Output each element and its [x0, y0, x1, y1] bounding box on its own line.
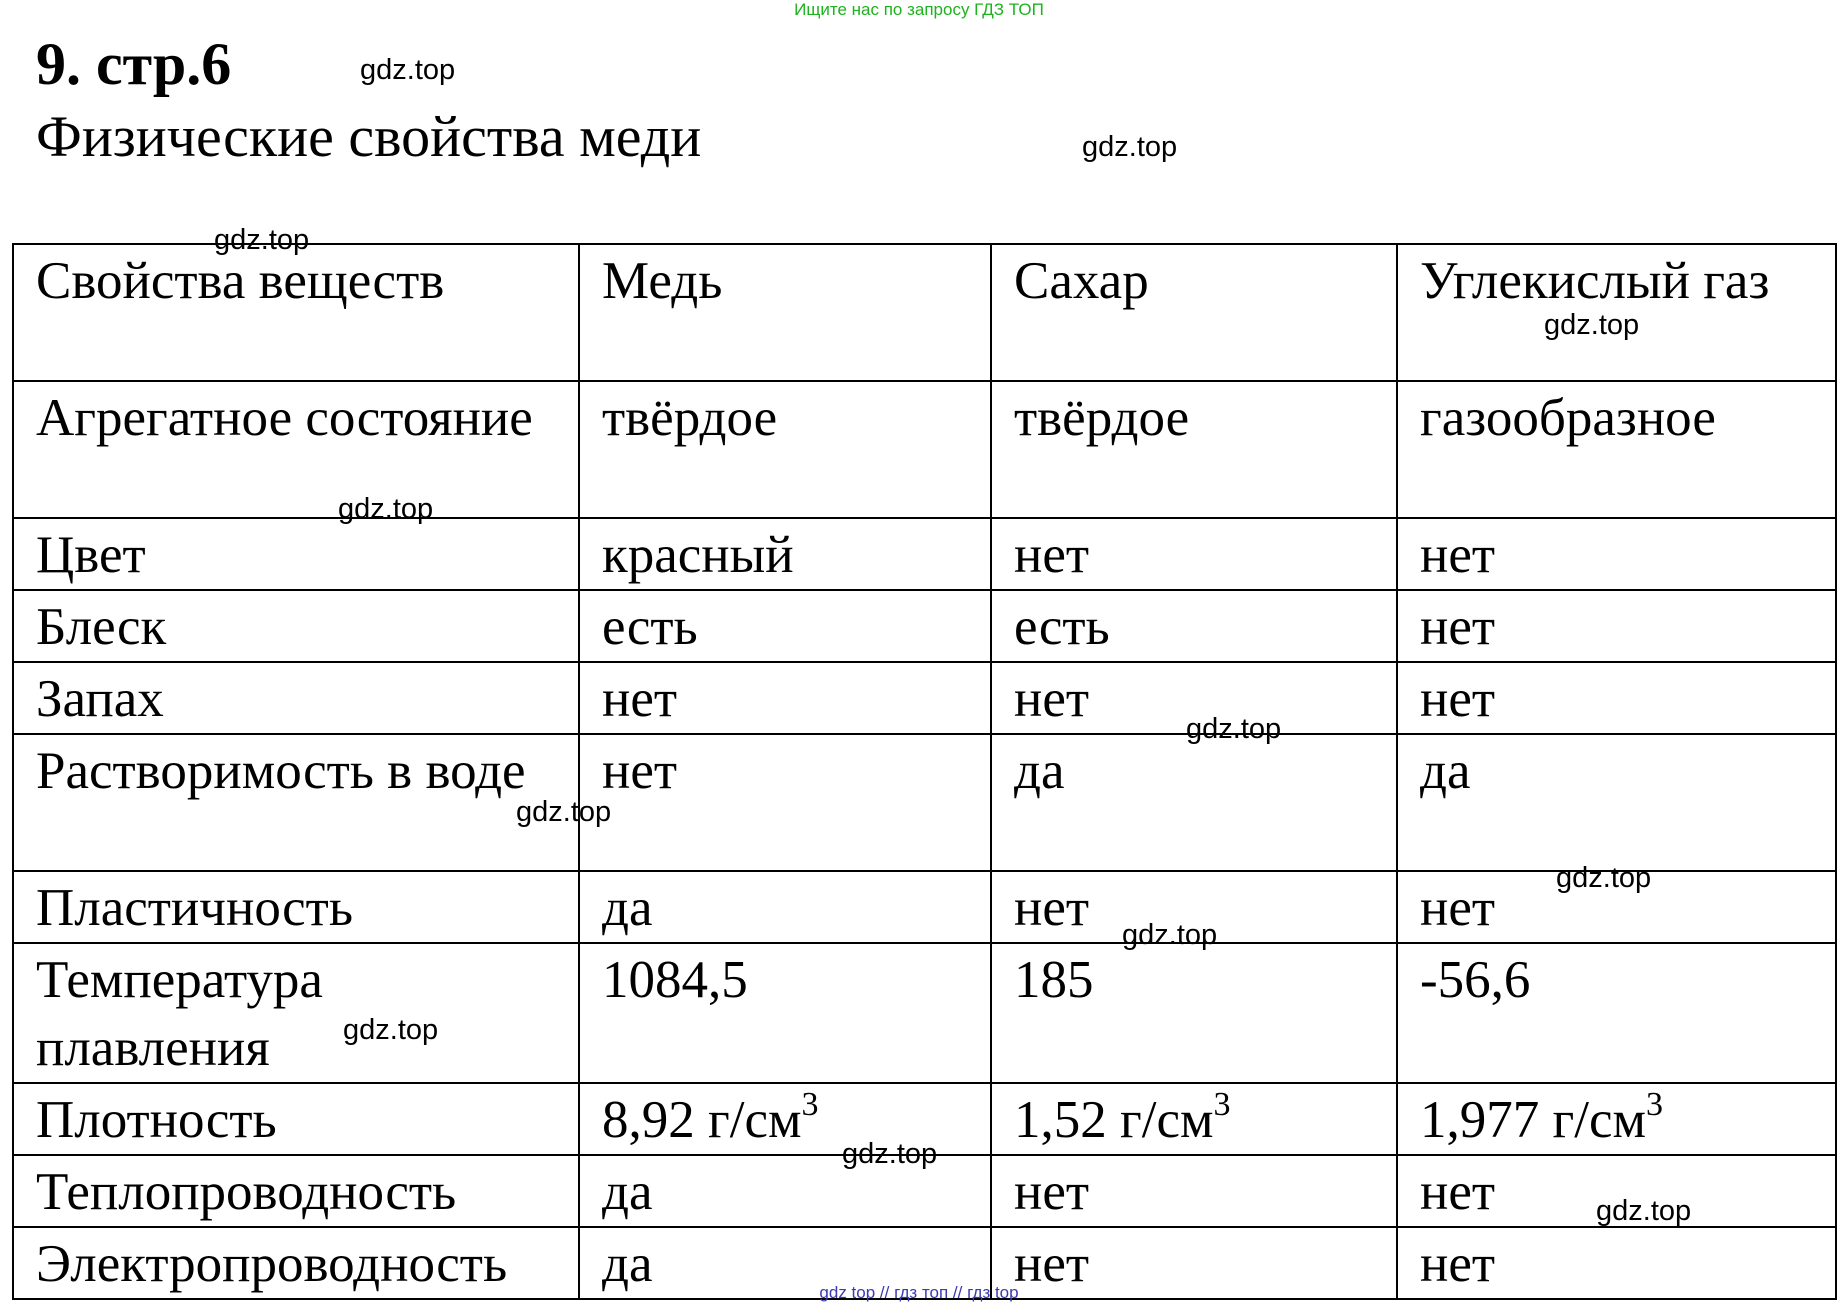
property-cell: Пластичность: [13, 871, 579, 943]
sugar-cell: нет: [991, 662, 1397, 734]
co2-cell: нет: [1397, 871, 1836, 943]
co2-density: 1,977 г/см: [1420, 1091, 1647, 1149]
property-cell: Блеск: [13, 590, 579, 662]
property-cell: Плотность: [13, 1083, 579, 1155]
cubic-exponent: 3: [1646, 1086, 1664, 1123]
property-cell: Теплопроводность: [13, 1155, 579, 1227]
copper-cell: есть: [579, 590, 991, 662]
co2-cell: нет: [1397, 518, 1836, 590]
header-cell-copper: Медь: [579, 244, 991, 381]
copper-cell: нет: [579, 734, 991, 871]
co2-cell: да: [1397, 734, 1836, 871]
table-row: [13, 590, 1836, 662]
copper-density: 8,92 г/см: [602, 1091, 802, 1149]
sugar-cell: твёрдое: [991, 381, 1397, 518]
property-cell: Агрегатное состояние: [13, 381, 579, 518]
table-row: [13, 734, 1836, 871]
sugar-cell: да: [991, 734, 1397, 871]
sugar-cell: нет: [991, 1227, 1397, 1299]
watermark: gdz.top: [1544, 309, 1640, 341]
property-cell: Растворимость в воде: [13, 734, 579, 871]
table-row: [13, 943, 1836, 1083]
copper-cell: красный: [579, 518, 991, 590]
table-row: [13, 662, 1836, 734]
sugar-cell: нет: [991, 518, 1397, 590]
co2-cell: -56,6: [1397, 943, 1836, 1083]
watermark: gdz.top: [214, 224, 310, 256]
co2-cell: нет: [1397, 1155, 1836, 1227]
copper-cell: 1084,5: [579, 943, 991, 1083]
watermark: gdz.top: [1122, 919, 1218, 951]
watermark: gdz.top: [842, 1138, 938, 1170]
sugar-cell: нет: [991, 1155, 1397, 1227]
copper-cell: твёрдое: [579, 381, 991, 518]
table-row: [13, 381, 1836, 518]
watermark: gdz.top: [1596, 1195, 1692, 1227]
header-cell-sugar: Сахар: [991, 244, 1397, 381]
copper-cell: да: [579, 1227, 991, 1299]
co2-cell: [1397, 1083, 1836, 1155]
header-cell-co2: Углекислый газ: [1397, 244, 1836, 381]
top-banner: Ищите нас по запросу ГДЗ ТОП: [794, 0, 1044, 19]
watermark: gdz.top: [1556, 862, 1652, 894]
cubic-exponent: 3: [801, 1086, 819, 1123]
header-cell-properties: Свойства веществ: [13, 244, 579, 381]
table-row: [13, 518, 1836, 590]
watermark: gdz.top: [338, 493, 434, 525]
sugar-density: 1,52 г/см: [1014, 1091, 1214, 1149]
copper-cell: да: [579, 871, 991, 943]
property-cell: Запах: [13, 662, 579, 734]
sugar-cell: 185: [991, 943, 1397, 1083]
sugar-cell: [991, 1083, 1397, 1155]
co2-cell: нет: [1397, 1227, 1836, 1299]
sugar-cell: нет: [991, 871, 1397, 943]
watermark: gdz.top: [360, 54, 456, 86]
watermark: gdz.top: [1082, 131, 1178, 163]
page-heading: 9. стр.6: [36, 31, 232, 97]
co2-cell: газообразное: [1397, 381, 1836, 518]
property-cell: Температура плавления: [13, 943, 579, 1083]
watermark: gdz.top: [343, 1014, 439, 1046]
copper-cell: да: [579, 1155, 991, 1227]
watermark: gdz.top: [516, 796, 612, 828]
property-cell: Цвет: [13, 518, 579, 590]
copper-cell: нет: [579, 662, 991, 734]
page-subheading: Физические свойства меди: [36, 104, 702, 169]
footer-links: gdz top // гдз топ // гдз top: [819, 1283, 1019, 1302]
cubic-exponent: 3: [1213, 1086, 1231, 1123]
sugar-cell: есть: [991, 590, 1397, 662]
co2-cell: нет: [1397, 590, 1836, 662]
watermark: gdz.top: [1186, 713, 1282, 745]
co2-cell: нет: [1397, 662, 1836, 734]
property-cell: Электропроводность: [13, 1227, 579, 1299]
